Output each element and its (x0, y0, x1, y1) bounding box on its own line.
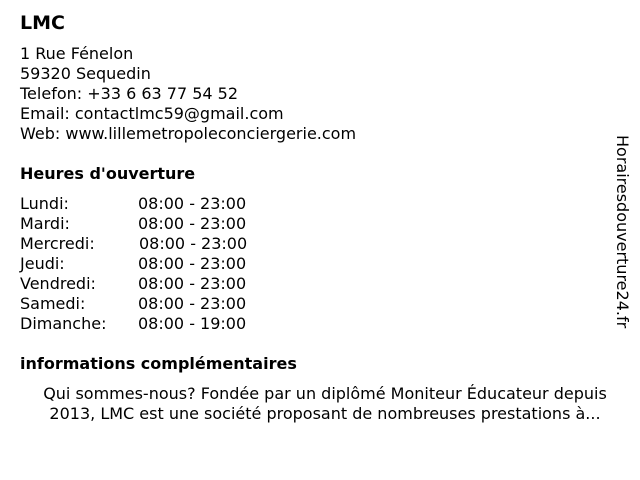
hours-day: Samedi: (20, 294, 86, 313)
hours-day: Dimanche: (20, 314, 107, 333)
hours-row-saturday (20, 294, 280, 314)
hours-time: 08:00 - 23:00 (138, 214, 247, 233)
hours-row-wednesday (20, 234, 280, 254)
hours-day: Jeudi: (20, 254, 65, 273)
business-description: Qui sommes-nous? Fondée par un diplômé Moniteur Éducateur depuis 2013, LMC est une société proposant de nombreuses prestations à... (43, 384, 607, 423)
hours-row-monday (20, 194, 280, 214)
business-name: LMC (20, 12, 65, 34)
hours-time: 08:00 - 23:00 (138, 194, 247, 213)
hours-day: Lundi: (20, 194, 69, 213)
additional-info-heading: informations complémentaires (20, 354, 297, 373)
site-watermark (612, 135, 636, 345)
hours-row-friday (20, 274, 280, 294)
opening-hours-table (20, 194, 280, 334)
address-street: 1 Rue Fénelon (20, 44, 134, 63)
hours-day: Vendredi: (20, 274, 96, 293)
hours-time: 08:00 - 23:00 (138, 274, 247, 293)
hours-time: 08:00 - 23:00 (139, 234, 248, 253)
hours-day: Mardi: (20, 214, 70, 233)
email-line: Email: contactlmc59@gmail.com (20, 104, 284, 123)
hours-time: 08:00 - 23:00 (138, 254, 247, 273)
hours-time: 08:00 - 19:00 (138, 314, 247, 333)
web-line: Web: www.lillemetropoleconciergerie.com (20, 124, 357, 143)
hours-day: Mercredi: (20, 234, 95, 253)
watermark-text: Horairesdouverture24.fr (613, 135, 632, 329)
contact-block (20, 44, 356, 144)
address-city: 59320 Sequedin (20, 64, 151, 83)
hours-time: 08:00 - 23:00 (138, 294, 247, 313)
opening-hours-heading: Heures d'ouverture (20, 164, 196, 183)
hours-row-sunday (20, 314, 280, 334)
hours-row-tuesday (20, 214, 280, 234)
phone-line: Telefon: +33 6 63 77 54 52 (20, 84, 239, 103)
hours-row-thursday (20, 254, 280, 274)
